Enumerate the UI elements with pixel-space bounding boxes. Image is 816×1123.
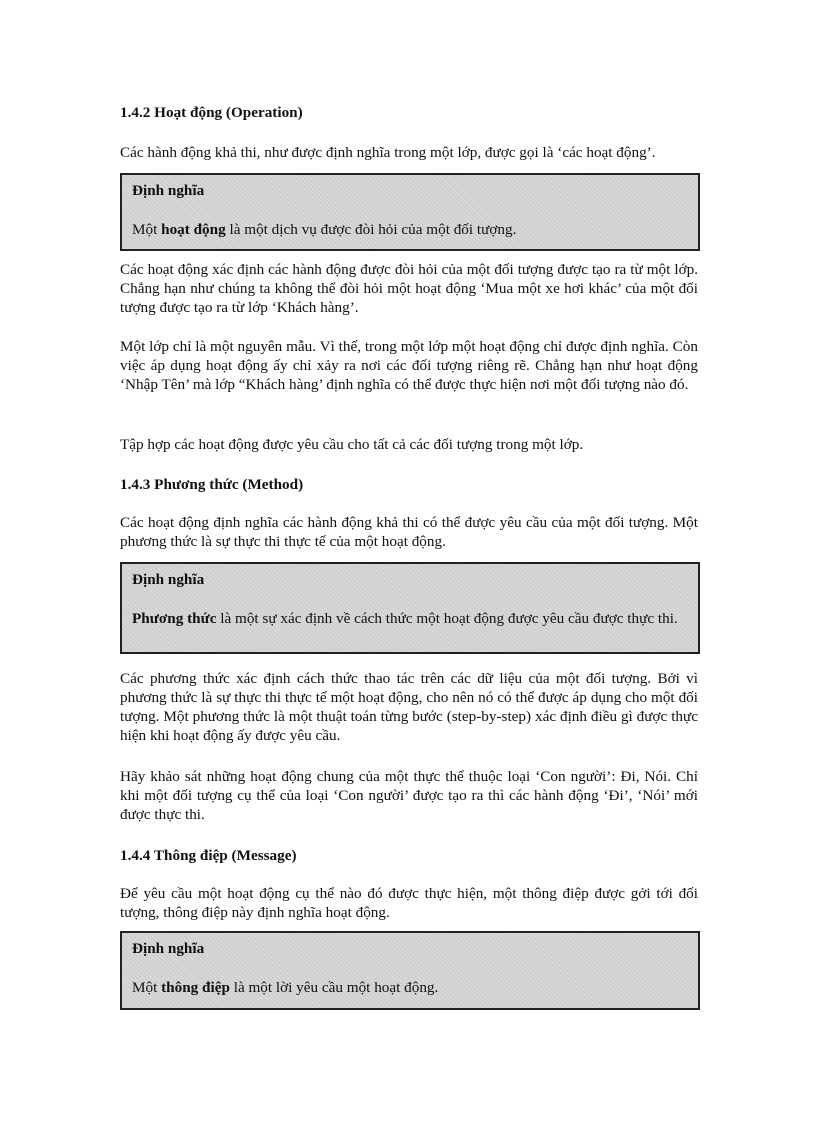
method-paragraph-2: Hãy khảo sát những hoạt động chung của một thực thể thuộc loại ‘Con người’: Đi, Nói. Chỉ khi một đối tượng cụ thể của loại ‘Con người’ được tạo ra thì các hành động ‘Đi’, ‘Nói’ mới được thực thi. (120, 768, 698, 823)
definition-box-method (120, 562, 700, 654)
definition-term: hoạt động (161, 221, 226, 238)
definition-text: Một hoạt động là một dịch vụ được đòi hỏi của một đối tượng. (132, 221, 517, 238)
section-heading-message: 1.4.4 Thông điệp (Message) (120, 847, 297, 864)
definition-term: thông điệp (161, 979, 230, 996)
definition-box-operation (120, 173, 700, 251)
section-heading-operation: 1.4.2 Hoạt động (Operation) (120, 104, 303, 121)
operation-intro: Các hành động khả thi, như được định nghĩa trong một lớp, được gọi là ‘các hoạt động’. (120, 144, 656, 161)
definition-term: Phương thức (132, 610, 217, 627)
operation-paragraph-3: Tập hợp các hoạt động được yêu cầu cho tất cả các đối tượng trong một lớp. (120, 436, 584, 453)
definition-text: Một thông điệp là một lời yêu cầu một hoạt động. (132, 979, 439, 996)
method-intro: Các hoạt động định nghĩa các hành động khả thi có thể được yêu cầu của một đối tượng. Một phương thức là sự thực thi thực tế của một hoạt động. (120, 514, 698, 550)
message-intro: Để yêu cầu một hoạt động cụ thể nào đó được thực hiện, một thông điệp được gởi tới đối tượng, thông điệp này định nghĩa hoạt động. (120, 885, 698, 921)
definition-title: Định nghĩa (132, 571, 205, 588)
section-heading-method: 1.4.3 Phương thức (Method) (120, 476, 304, 493)
definition-title: Định nghĩa (132, 940, 205, 957)
operation-paragraph-1: Các hoạt động xác định các hành động được đòi hỏi của một đối tượng được tạo ra từ một lớp. Chẳng hạn như chúng ta không thể đòi hỏi một hoạt động ‘Mua một xe hơi khác’ của một đối tượng được tạo ra từ lớp ‘Khách hàng’. (120, 261, 698, 316)
definition-text: Phương thức là một sự xác định về cách thức một hoạt động được yêu cầu được thực thi. (132, 610, 678, 627)
operation-paragraph-2: Một lớp chỉ là một nguyên mẫu. Vì thế, trong một lớp một hoạt động chỉ được định nghĩa. Còn việc áp dụng hoạt động ấy chỉ xảy ra nơi các đối tượng riêng rẽ. Chẳng hạn như hoạt động ‘Nhập Tên’ mà lớp “Khách hàng’ định nghĩa có thể được thực hiện nơi một đối tượng nào đó. (120, 338, 698, 393)
definition-box-message (120, 931, 700, 1010)
method-paragraph-1: Các phương thức xác định cách thức thao tác trên các dữ liệu của một đối tượng. Bởi vì phương thức là sự thực thi thực tế một hoạt động, cho nên nó có thể được áp dụng cho một đối tượng. Một phương thức là một thuật toán từng bước (step-by-step) xác định điều gì được thực hiện khi hoạt động ấy được yêu cầu. (120, 670, 698, 744)
definition-title: Định nghĩa (132, 182, 205, 199)
